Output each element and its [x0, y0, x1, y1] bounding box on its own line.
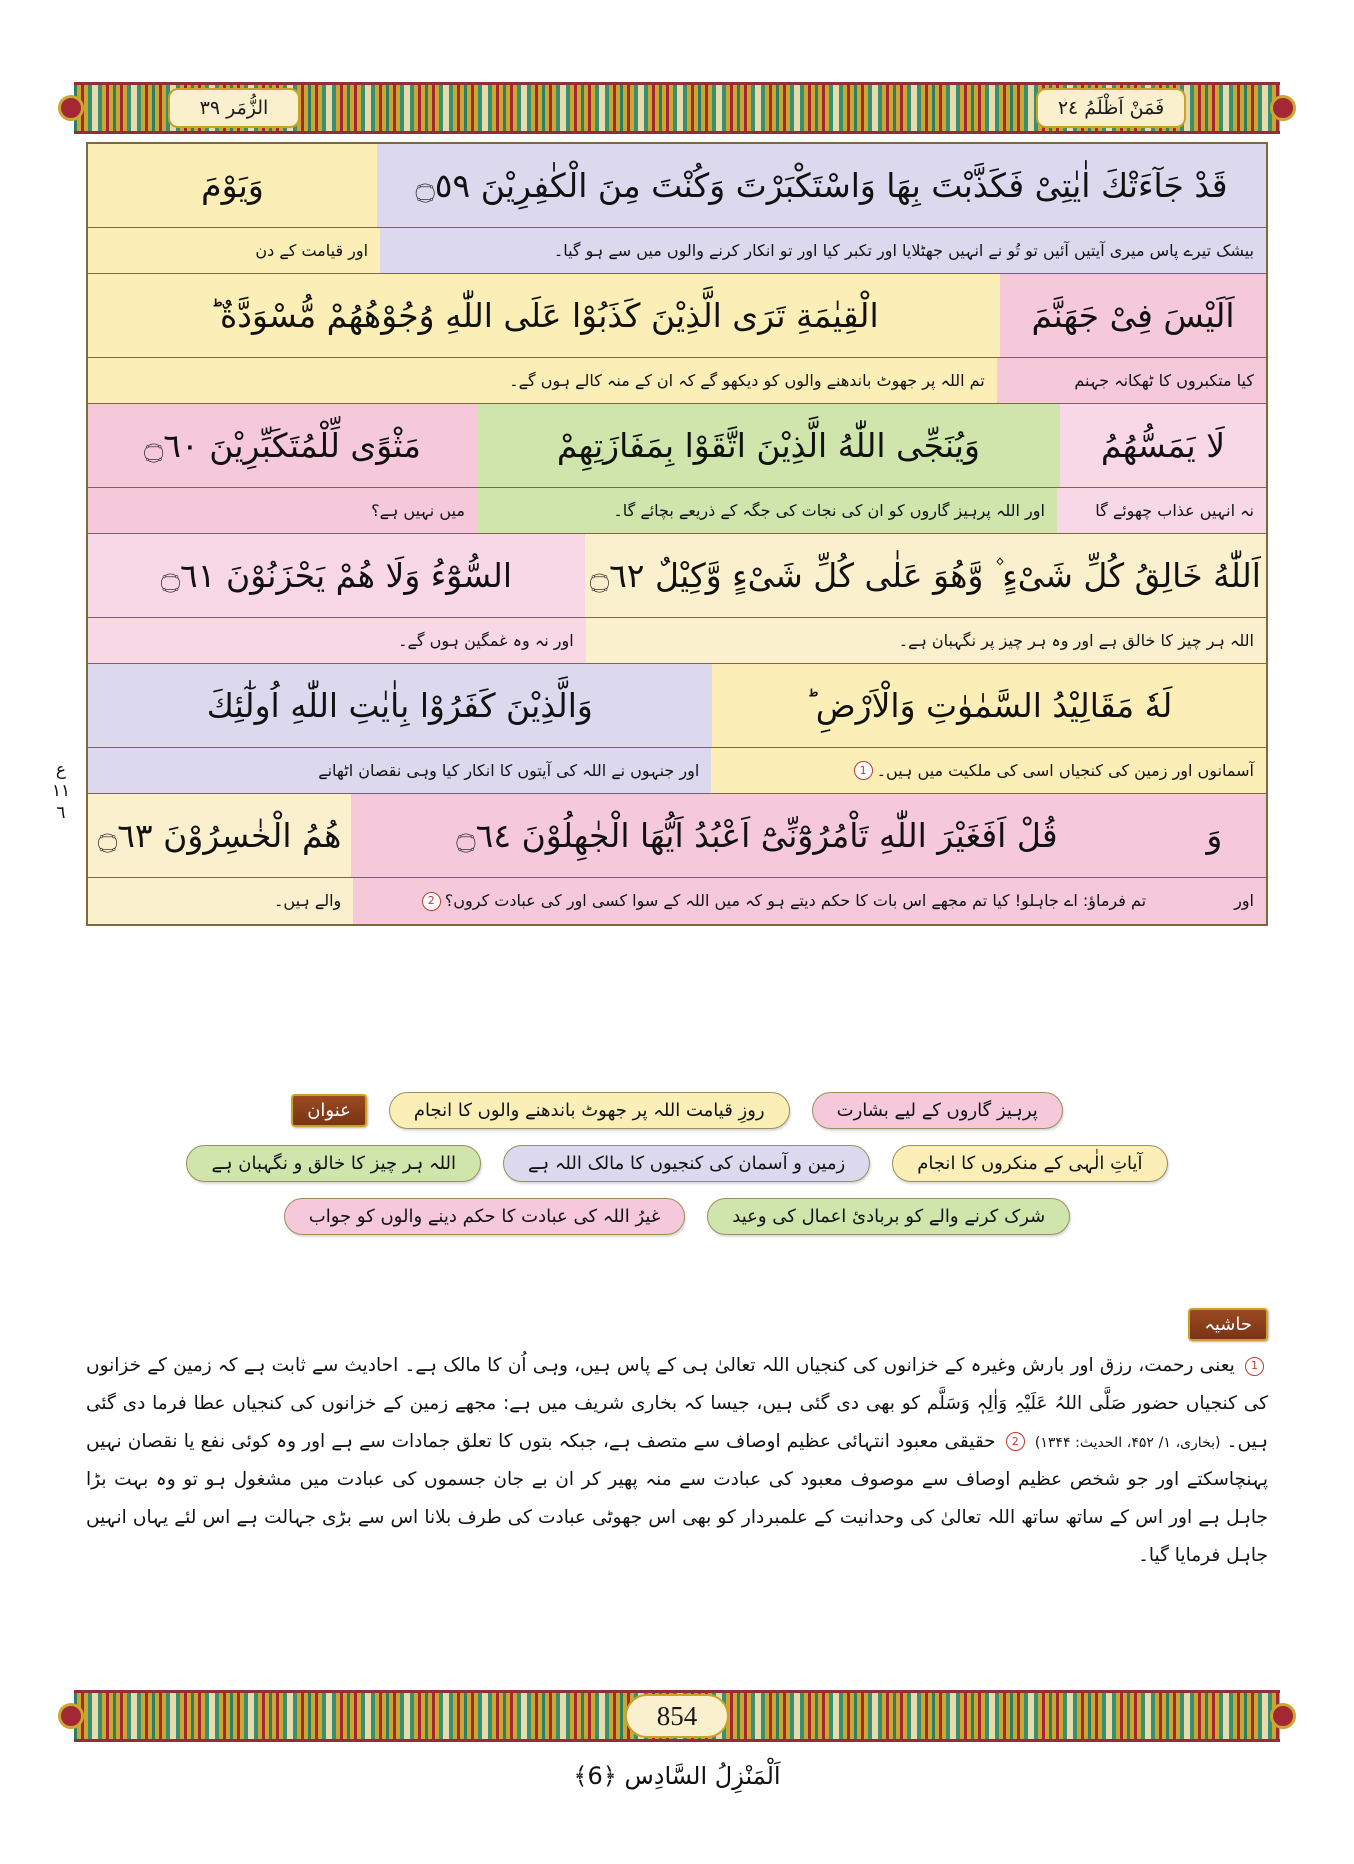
urdu-segment-text: اور نہ وہ غمگین ہوں گے۔ [398, 630, 574, 650]
page-number: 854 [625, 1694, 729, 1738]
arabic-verse-row [88, 404, 1266, 488]
urdu-segment [88, 228, 380, 273]
arabic-verse-row [88, 274, 1266, 358]
urdu-translation-row [88, 488, 1266, 534]
topic-pill: پرہیز گاروں کے لیے بشارت [812, 1092, 1063, 1129]
arabic-segment: وَالَّذِيْنَ كَفَرُوْا بِاٰيٰتِ اللّٰهِ اُولٰٓئِكَ [88, 664, 712, 747]
topic-pill: غیرُ اللہ کی عبادت کا حکم دینے والوں کو جواب [284, 1198, 686, 1235]
topic-pill: اللہ ہر چیز کا خالق و نگہبان ہے [186, 1145, 481, 1182]
arabic-segment: اَللّٰهُ خَالِقُ كُلِّ شَىْءٍ ۫ وَّهُوَ عَلٰى كُلِّ شَىْءٍ وَّكِيْلٌ ۝٦٢ [585, 534, 1266, 617]
urdu-translation-row [88, 228, 1266, 274]
footnote-header [86, 1308, 1268, 1341]
arabic-segment: اَلَيْسَ فِىْ جَهَنَّمَ [1000, 274, 1266, 357]
urdu-segment-text: تم اللہ پر جھوٹ باندھنے والوں کو دیکھو گے کہ ان کے منہ کالے ہوں گے۔ [509, 370, 985, 390]
urdu-segment [88, 748, 711, 793]
footnote-marker-2: 2 [1006, 1432, 1025, 1451]
topic-pill: روزِ قیامت اللہ پر جھوٹ باندھنے والوں کا انجام [389, 1092, 790, 1129]
urdu-segment-text: بیشک تیرے پاس میری آیتیں آئیں تو تُو نے انہیں جھٹلایا اور تکبر کیا اور تو انکار کرنے والوں میں سے ہو گیا۔ [553, 240, 1254, 260]
manzil-label: اَلْمَنْزِلُ السَّادِس ﴿6﴾ [573, 1762, 781, 1790]
urdu-segment [88, 358, 997, 403]
footnote-text-2: حقیقی معبود انتہائی عظیم اوصاف سے متصف ہے، جبکہ بتوں کا تعلق جمادات سے ہے اور وہ کوئی نفع یا نقصان نہیں پہنچاسکتے اور جو شخص عظیم اوصاف سے موصوف معبود کی عبادت سے منہ پھیر کر ان بے جان جسموں کی عبادت میں مشغول ہو تو وہ بہت بڑا جاہل ہے اور اس کے ساتھ ساتھ اللہ تعالیٰ کی وحدانیت کے علمبردار کو بھی اس جھوٹی عبادت کی طرف بلانا اس سے بڑی جہالت ہے اس لئے یہاں انہیں جاہل فرمایا گیا۔ [86, 1430, 1268, 1566]
urdu-segment [88, 618, 586, 663]
arabic-segment: مَثْوًى لِّلْمُتَكَبِّرِيْنَ ۝٦٠ [88, 404, 477, 487]
topics-badge: عنوان [291, 1094, 367, 1127]
arabic-verse-row [88, 794, 1266, 878]
urdu-translation-row [88, 618, 1266, 664]
verse-translation-block [86, 142, 1268, 926]
juz-name-cartouche: فَمَنْ اَظْلَمُ ٢٤ [1036, 88, 1186, 128]
urdu-segment [88, 878, 353, 924]
footnote-citation: (بخاری، ۱/ ۴۵۲، الحدیث: ۱۳۴۴) [1034, 1434, 1221, 1451]
arabic-segment: وَيَوْمَ [88, 144, 377, 227]
ornament-cap-left-bottom-icon [58, 1703, 84, 1729]
urdu-segment [1057, 488, 1266, 533]
ruku-side-marker: ع ١١ ٦ [51, 760, 71, 823]
footnote-section [86, 1308, 1268, 1575]
arabic-segment: السُّوْٓءُ وَلَا هُمْ يَحْزَنُوْنَ ۝٦١ [88, 534, 585, 617]
urdu-segment [997, 358, 1266, 403]
urdu-segment-text: اور جنہوں نے اللہ کی آیتوں کا انکار کیا وہی نقصان اٹھانے [318, 760, 700, 780]
urdu-translation-row [88, 878, 1266, 924]
arabic-segment: هُمُ الْخٰسِرُوْنَ ۝٦٣ [88, 794, 351, 877]
topic-row [86, 1198, 1268, 1235]
inline-footnote-marker[interactable]: 2 [422, 892, 441, 911]
urdu-segment [88, 488, 477, 533]
arabic-segment: لَهٗ مَقَالِيْدُ السَّمٰوٰتِ وَالْاَرْضِ ؕ [712, 664, 1266, 747]
surah-name-cartouche: الزُّمَر ٣٩ [168, 88, 300, 128]
urdu-segment-text: اور اللہ پرہیز گاروں کو ان کی نجات کی جگہ کے ذریعے بچائے گا۔ [613, 500, 1045, 520]
urdu-segment-text: والے ہیں۔ [274, 891, 342, 911]
footnote-text-1: یعنی رحمت، رزق اور بارش وغیرہ کے خزانوں کی کنجیاں اللہ تعالیٰ ہی کے پاس ہیں، وہی اُن کا مالک ہے۔ احادیث سے ثابت ہے کہ زمین کے خزانوں کی کنجیاں حضور صَلَّی اللہُ عَلَیْہِ وَاٰلِہٖ وَسَلَّم کو بھی دی گئی ہیں، جیسا کہ بخاری شریف میں ہے: مجھے زمین کے خزانوں کی کنجیاں عطا فرما دی گئی ہیں۔ [86, 1355, 1268, 1452]
footnote-paragraph [86, 1347, 1268, 1575]
urdu-segment [1158, 878, 1266, 924]
urdu-segment [586, 618, 1266, 663]
urdu-segment-text: آسمانوں اور زمین کی کنجیاں اسی کی ملکیت میں ہیں۔ [876, 760, 1254, 780]
arabic-verse-row [88, 664, 1266, 748]
inline-footnote-marker[interactable]: 1 [854, 761, 873, 780]
urdu-segment [353, 878, 1158, 924]
topic-pill: آیاتِ الٰہی کے منکروں کا انجام [892, 1145, 1167, 1182]
arabic-verse-row [88, 534, 1266, 618]
topic-row [86, 1145, 1268, 1182]
ornament-cap-right-icon [1270, 95, 1296, 121]
urdu-segment-text: اللہ ہر چیز کا خالق ہے اور وہ ہر چیز پر نگہبان ہے۔ [898, 630, 1254, 650]
arabic-segment: لَا يَمَسُّهُمُ [1060, 404, 1266, 487]
urdu-segment-text: نہ انہیں عذاب چھوئے گا [1095, 500, 1254, 520]
topic-headings-area [86, 1092, 1268, 1251]
urdu-translation-row [88, 358, 1266, 404]
urdu-segment [477, 488, 1057, 533]
ornament-cap-left-icon [58, 95, 84, 121]
footnote-marker-1: 1 [1245, 1357, 1264, 1376]
urdu-segment-text: اور [1234, 891, 1254, 911]
arabic-segment: قُلْ اَفَغَيْرَ اللّٰهِ تَاْمُرُوْٓنِّىْٓ اَعْبُدُ اَيُّهَا الْجٰهِلُوْنَ ۝٦٤ [351, 794, 1162, 877]
urdu-segment-text: تم فرماؤ: اے جاہلو! کیا تم مجھے اس بات کا حکم دیتے ہو کہ میں اللہ کے سوا کسی اور کی عبادت کروں؟ [444, 891, 1147, 911]
urdu-segment [711, 748, 1266, 793]
footnote-body [86, 1347, 1268, 1575]
arabic-segment: وَ [1163, 794, 1266, 877]
topic-row [86, 1092, 1268, 1129]
topic-pill: زمین و آسمان کی کنجیوں کا مالک اللہ ہے [503, 1145, 870, 1182]
arabic-segment: وَيُنَجِّى اللّٰهُ الَّذِيْنَ اتَّقَوْا بِمَفَازَتِهِمْ [477, 404, 1060, 487]
arabic-segment: قَدْ جَآءَتْكَ اٰيٰتِىْ فَكَذَّبْتَ بِهَا وَاسْتَكْبَرْتَ وَكُنْتَ مِنَ الْكٰفِرِيْنَ ۝٥٩ [377, 144, 1266, 227]
urdu-segment [380, 228, 1266, 273]
urdu-segment-text: اور قیامت کے دن [255, 240, 369, 260]
topic-pill: شرک کرنے والے کو بربادیٔ اعمال کی وعید [707, 1198, 1070, 1235]
arabic-verse-row [88, 144, 1266, 228]
arabic-segment: الْقِيٰمَةِ تَرَى الَّذِيْنَ كَذَبُوْا عَلَى اللّٰهِ وُجُوْهُهُمْ مُّسْوَدَّةٌ ؕ [88, 274, 1000, 357]
urdu-translation-row [88, 748, 1266, 794]
urdu-segment-text: میں نہیں ہے؟ [371, 500, 465, 520]
footnote-badge: حاشیہ [1188, 1308, 1268, 1341]
ornament-cap-right-bottom-icon [1270, 1703, 1296, 1729]
urdu-segment-text: کیا متکبروں کا ٹھکانہ جہنم [1074, 370, 1254, 390]
